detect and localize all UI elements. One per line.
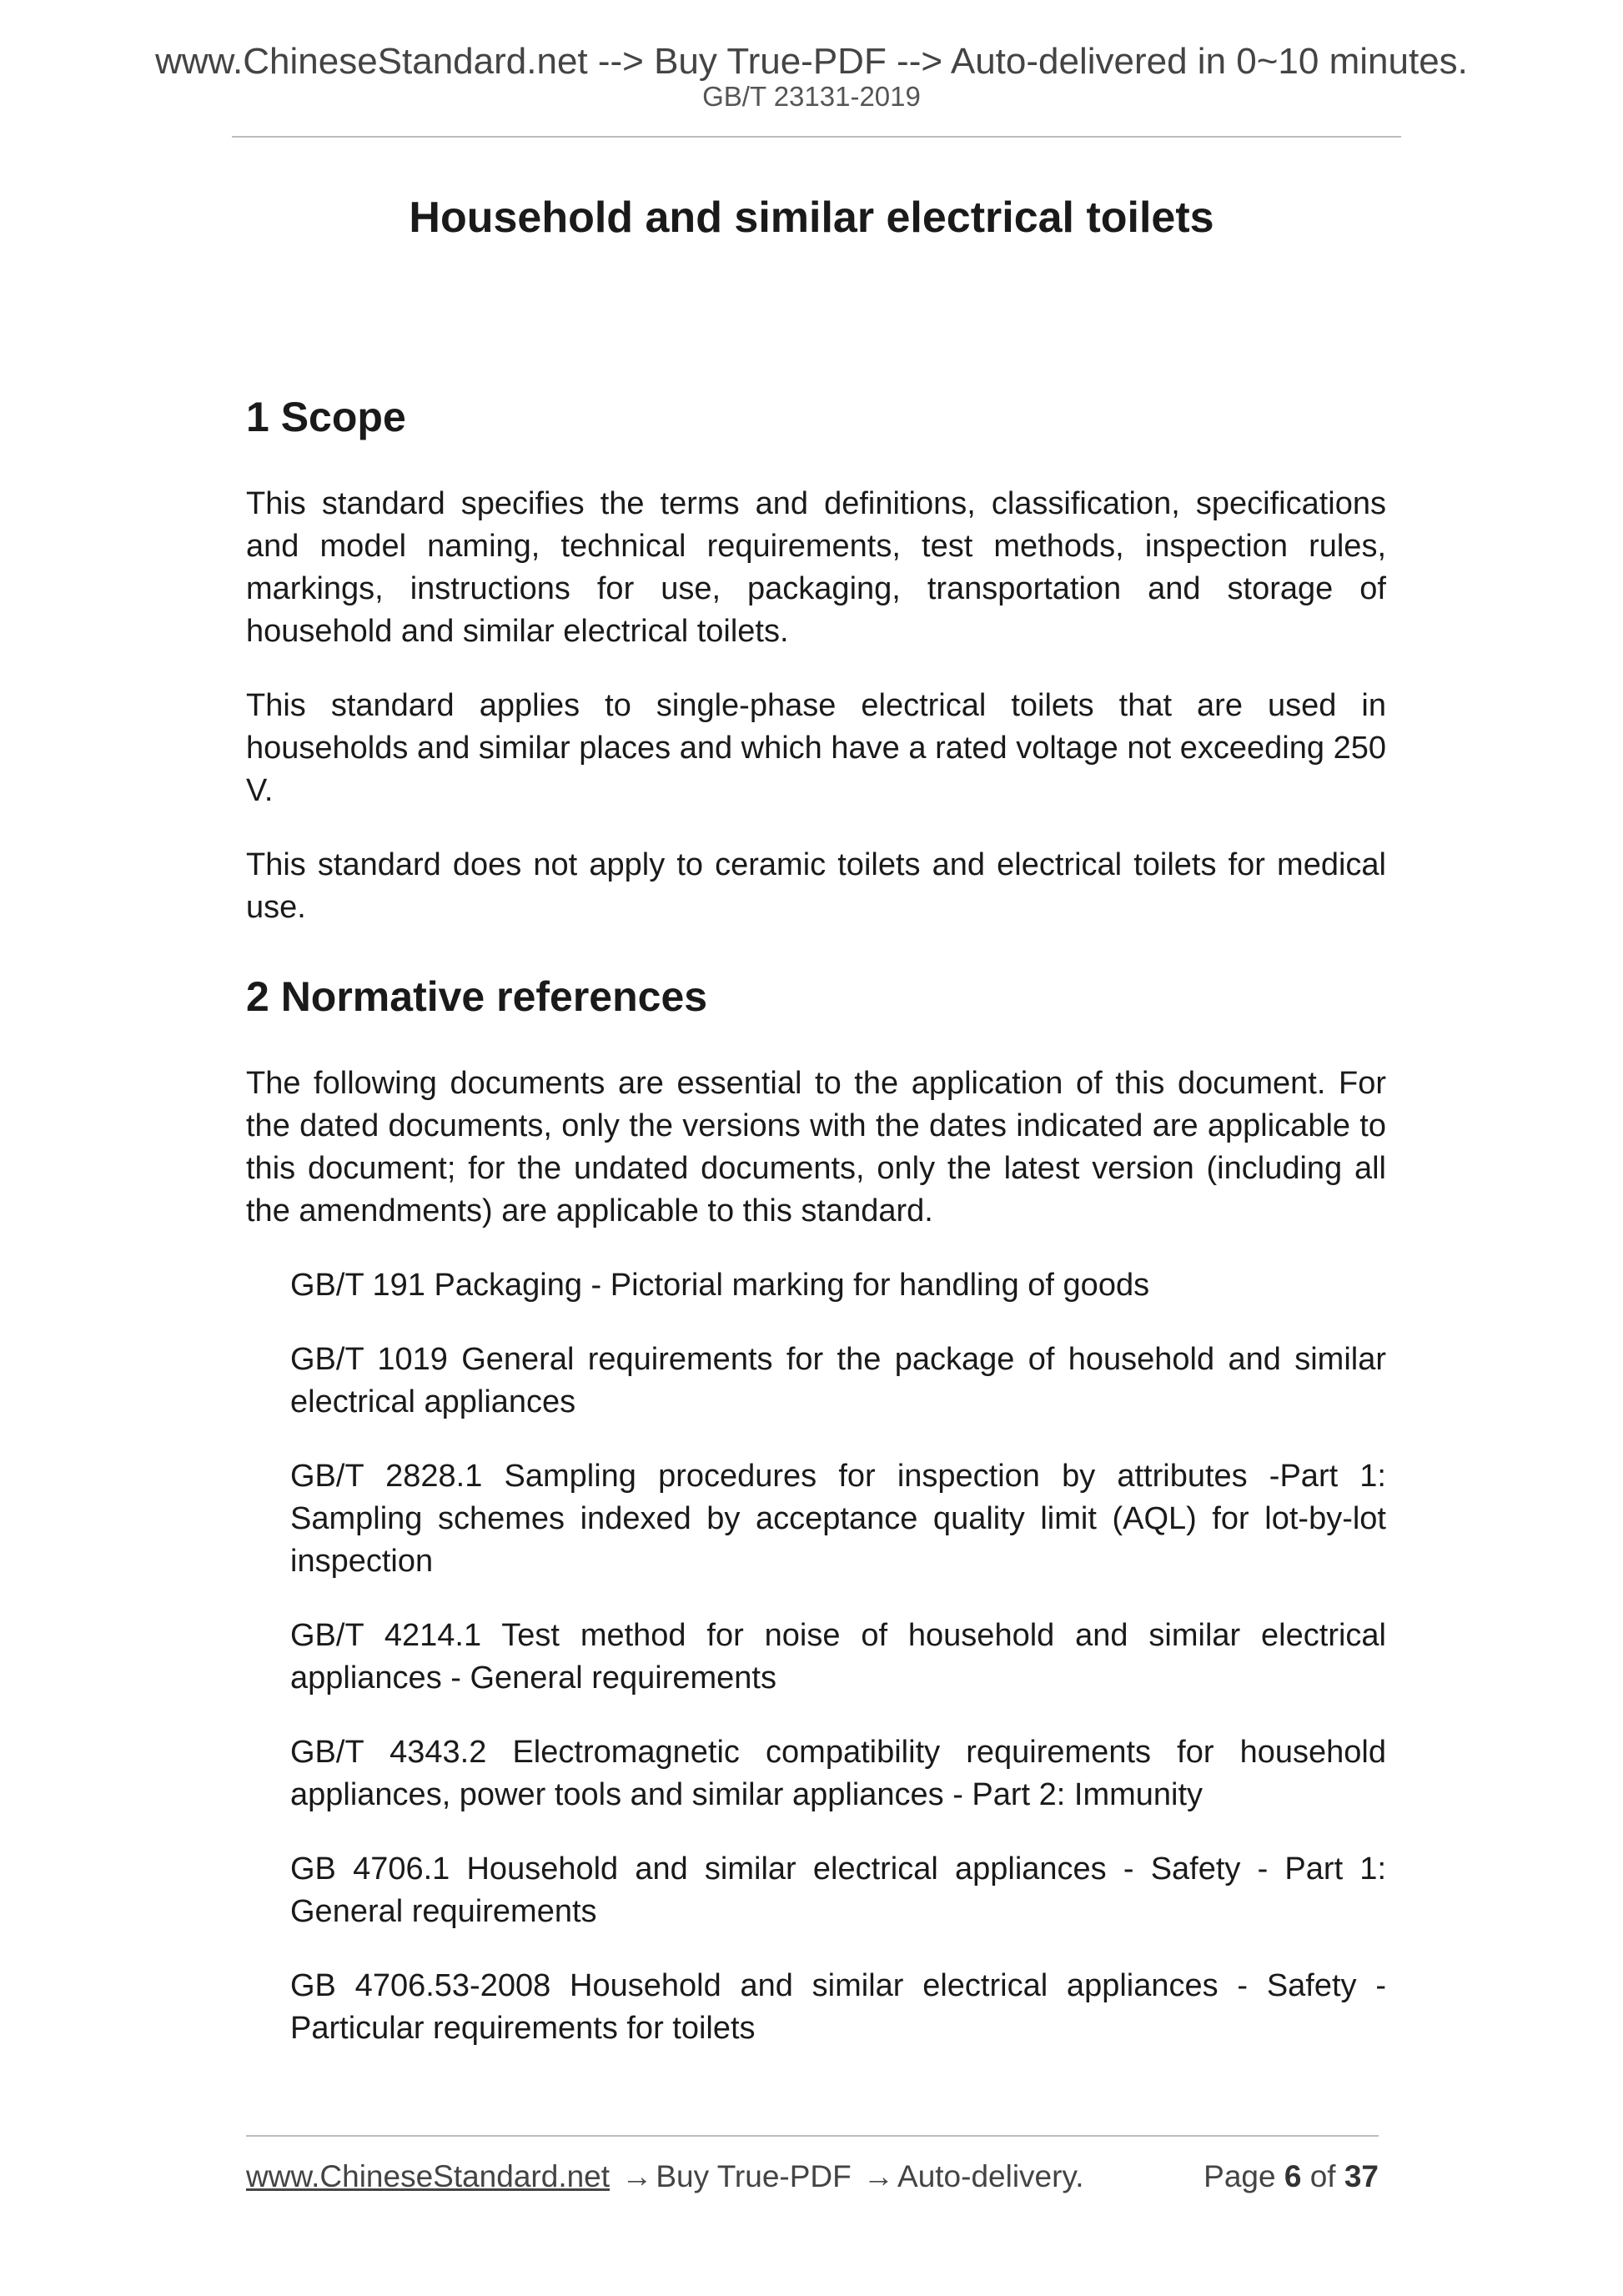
scope-paragraph: This standard does not apply to ceramic toilets and electrical toilets for medical use.	[246, 847, 1386, 925]
header-banner: www.ChineseStandard.net --> Buy True-PDF --> Auto-delivered in 0~10 minutes.	[155, 41, 1468, 82]
reference-item: GB/T 2828.1 Sampling procedures for inspection by attributes -Part 1: Sampling schemes indexed by acceptance quality limit (AQL) for lot-by-lot inspection	[290, 1459, 1386, 1579]
reference-item: GB/T 191 Packaging - Pictorial marking for handling of goods	[290, 1268, 1150, 1303]
reference-item: GB 4706.53-2008 Household and similar electrical appliances - Safety - Particular requirements for toilets	[290, 1968, 1386, 2046]
section-heading-scope: 1 Scope	[246, 394, 406, 440]
footer-delivery-text: Auto-delivery.	[897, 2159, 1084, 2193]
page-footer	[246, 2161, 1379, 2192]
footer-buy-text: Buy True-PDF	[656, 2159, 852, 2193]
reference-item: GB/T 4214.1 Test method for noise of household and similar electrical appliances - General requirements	[290, 1618, 1386, 1696]
section-heading-normative-references: 2 Normative references	[246, 973, 708, 1020]
scope-paragraph: This standard specifies the terms and definitions, classification, specifications and model naming, technical requirements, test methods, inspection rules, markings, instructions for use, packaging, transportation and storage of household and similar electrical toilets.	[246, 486, 1386, 649]
page-indicator	[1203, 2161, 1379, 2192]
document-title: Household and similar electrical toilets	[409, 193, 1214, 242]
reference-item: GB 4706.1 Household and similar electrical appliances - Safety - Part 1: General requirements	[290, 1851, 1386, 1929]
reference-item: GB/T 1019 General requirements for the package of household and similar electrical appliances	[290, 1342, 1386, 1419]
arrow-right-icon: →	[863, 2159, 895, 2193]
document-number: GB/T 23131-2019	[702, 81, 921, 112]
reference-item: GB/T 4343.2 Electromagnetic compatibility requirements for household appliances, power tools and similar appliances - Part 2: Immunity	[290, 1735, 1386, 1812]
header-divider	[232, 136, 1401, 138]
document-body	[246, 392, 1386, 2082]
scope-paragraph: This standard applies to single-phase electrical toilets that are used in households and similar places and which have a rated voltage not exceeding 250 V.	[246, 688, 1386, 808]
page-of: of	[1309, 2159, 1336, 2193]
arrow-right-icon: →	[621, 2159, 653, 2193]
footer-site-link[interactable]: www.ChineseStandard.net	[246, 2159, 611, 2193]
references-intro: The following documents are essential to the application of this document. For the dated documents, only the versions with the dates indicated are applicable to this document; for the undated documents, only the latest version (including all the amendments) are applicable to this standard.	[246, 1066, 1386, 1228]
page-label: Page	[1203, 2159, 1276, 2193]
page-total: 37	[1344, 2159, 1379, 2193]
page-current: 6	[1284, 2159, 1302, 2193]
footer-divider	[246, 2135, 1379, 2137]
